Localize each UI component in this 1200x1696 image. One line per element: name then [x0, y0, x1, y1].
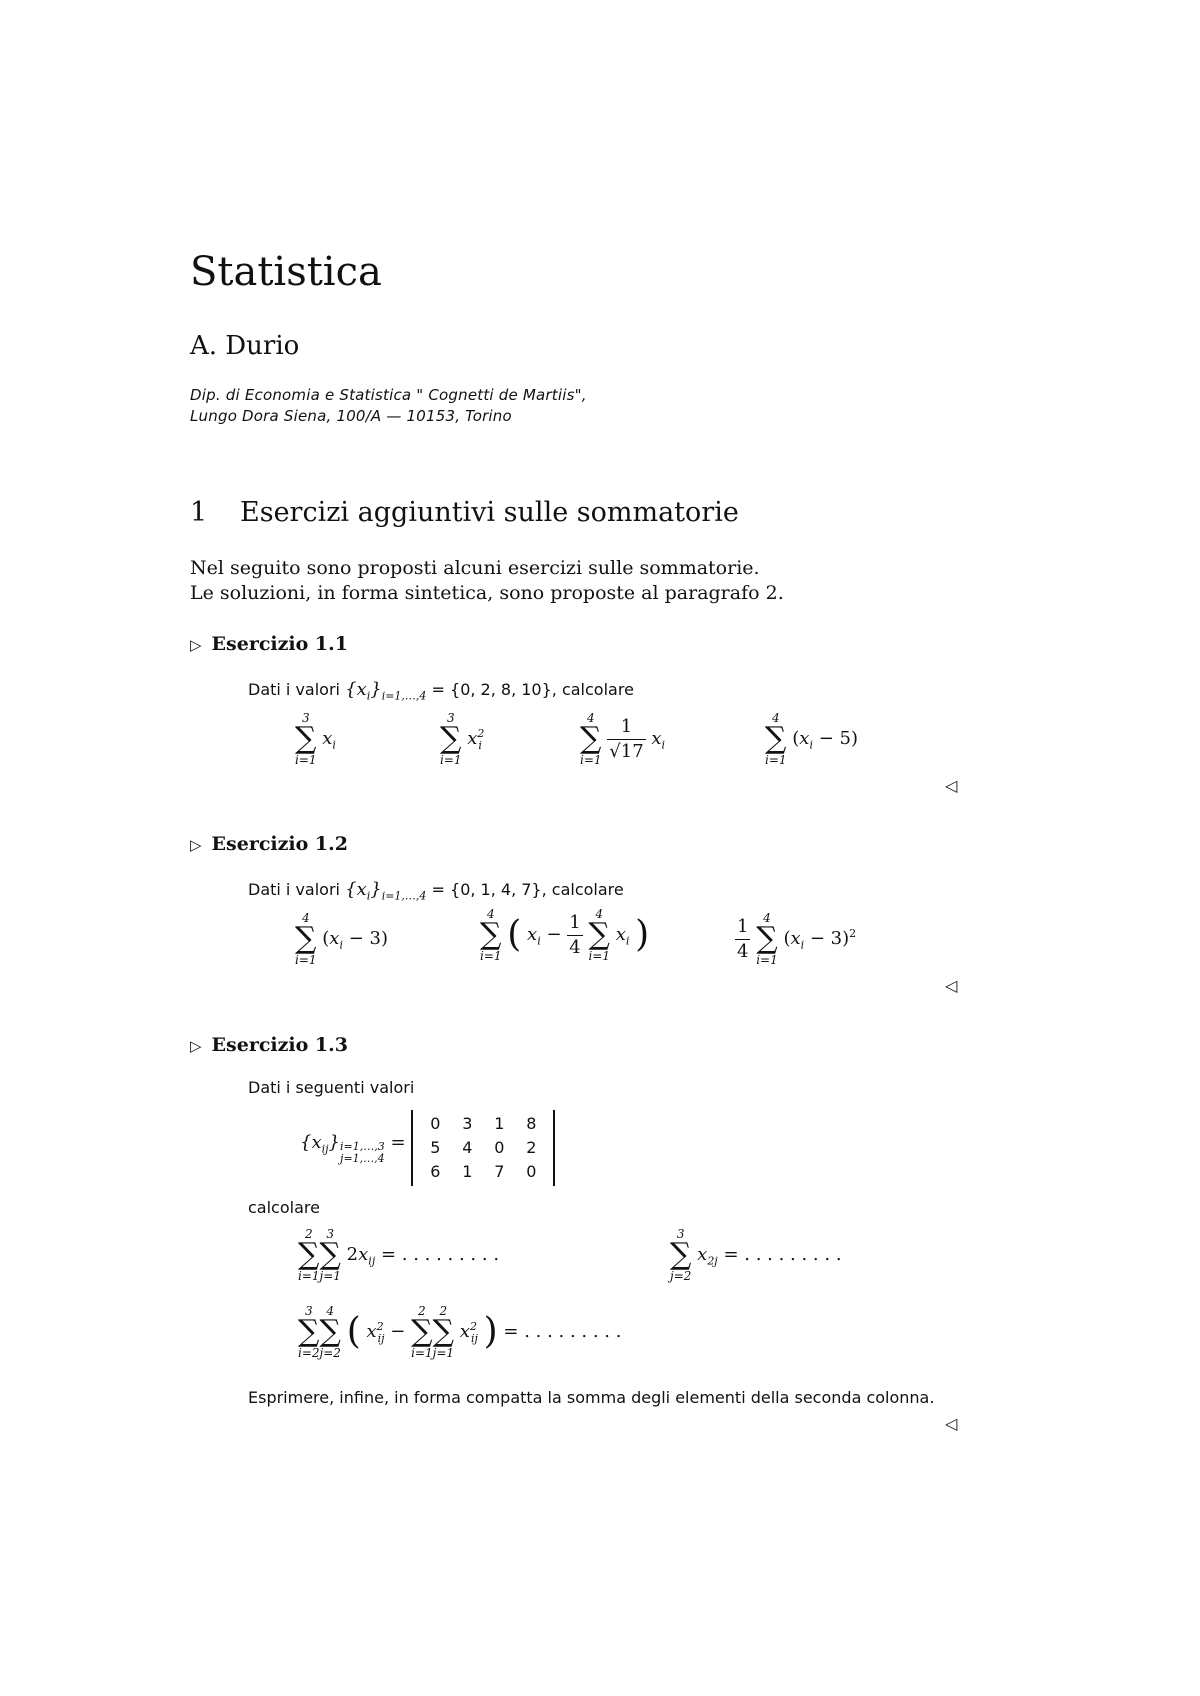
intro-line-2: Le soluzioni, in forma sintetica, sono proposte al paragrafo 2. [190, 582, 784, 604]
exercise-label: Esercizio 1.3 [211, 1034, 348, 1056]
matrix-cell: 6 [430, 1162, 441, 1181]
prompt-variable: $\{x_i\}_{i=1,\dots,4}$ [345, 879, 427, 903]
formula-sum-x2j: 3 ∑ j=2 $x_{2j}$ = . . . . . . . . . [670, 1227, 842, 1283]
prompt-set: = {0, 2, 8, 10}, calcolare [431, 680, 634, 699]
triangle-right-icon: ▷ [190, 636, 202, 654]
end-mark-icon: ◁ [945, 976, 958, 995]
document-title: Statistica [190, 249, 382, 295]
author-name: A. Durio [190, 331, 300, 361]
formula-double-sum-2x: 2 ∑ i=1 3 ∑ j=1 $2x_{ij}$ = . . . . . . . . . [298, 1227, 500, 1283]
exercise-label: Esercizio 1.1 [211, 633, 348, 655]
section-heading [190, 496, 739, 530]
end-mark-icon: ◁ [945, 1414, 958, 1433]
end-mark-icon: ◁ [945, 776, 958, 795]
formula-sum-minus-3: 4 ∑ i=1 $(x_i - 3)$ [295, 911, 388, 967]
exercise-1-2-prompt [248, 878, 624, 909]
matrix-cell: 1 [462, 1162, 473, 1181]
formula-sum-x: 3 ∑ i=1 $x_i$ [295, 711, 336, 767]
triangle-right-icon: ▷ [190, 836, 202, 854]
formula-nested-sum: 3 ∑ i=2 4 ∑ j=2 ( $x^2_{ij}$ − 2 ∑ i=1 2 ∑ j=1 $x^2_{ij}$ ) = . . . . . . . . . [298, 1304, 622, 1360]
matrix-variable: $\{x_{ij}\}i=1,\dots,3$ j=1,…,4 = [300, 1132, 406, 1165]
matrix-row [419, 1160, 547, 1184]
calc-label: calcolare [248, 1198, 320, 1217]
triangle-right-icon: ▷ [190, 1037, 202, 1055]
formula-sum-fraction: 4 ∑ i=1 $\frac{1}{√17}$ $x_i$ [580, 711, 666, 767]
formula-sum-x-squared: 3 ∑ i=1 $x^2_i$ [440, 711, 485, 767]
affiliation-line-2: Lungo Dora Siena, 100/A — 10153, Torino [190, 407, 512, 425]
matrix-row [419, 1136, 547, 1160]
matrix-row [419, 1112, 547, 1136]
exercise-1-1-heading [190, 632, 348, 657]
exercise-1-3-final: Esprimere, infine, in forma compatta la somma degli elementi della seconda colonna. [248, 1388, 935, 1407]
prompt-lead: Dati i valori [248, 880, 340, 899]
matrix-cell: 8 [526, 1114, 537, 1133]
matrix-definition [300, 1110, 555, 1186]
matrix-cell: 0 [526, 1162, 537, 1181]
exercise-1-1-prompt [248, 678, 634, 709]
exercise-1-2-heading [190, 832, 348, 857]
matrix-cell: 2 [526, 1138, 537, 1157]
intro-line-1: Nel seguito sono proposti alcuni esercizi sulle sommatorie. [190, 557, 760, 579]
matrix-cell: 3 [462, 1114, 473, 1133]
matrix-cell: 0 [430, 1114, 441, 1133]
formula-sum-minus-5: 4 ∑ i=1 $(x_i - 5)$ [765, 711, 858, 767]
value-matrix [411, 1110, 555, 1186]
prompt-lead: Dati i valori [248, 680, 340, 699]
formula-variance: $\frac{1}{4}$ 4 ∑ i=1 $(x_i - 3)^2$ [737, 911, 857, 967]
answer-dots: . . . . . . . . . [524, 1321, 622, 1342]
answer-dots: . . . . . . . . . [744, 1244, 842, 1265]
matrix-cell: 4 [462, 1138, 473, 1157]
formula-deviation-mean: 4 ∑ i=1 ( $x_i$ − $\frac{1}{4}$ 4 ∑ i=1 $x_i$ ) [480, 907, 650, 963]
section-number: 1 [190, 497, 208, 528]
prompt-variable: $\{x_i\}_{i=1,\dots,4}$ [345, 679, 427, 703]
exercise-1-3-prompt: Dati i seguenti valori [248, 1078, 415, 1097]
affiliation-line-1: Dip. di Economia e Statistica " Cognetti de Martiis", [190, 386, 587, 404]
exercise-label: Esercizio 1.2 [211, 833, 348, 855]
matrix-cell: 1 [494, 1114, 505, 1133]
exercise-1-3-heading [190, 1033, 348, 1058]
matrix-cell: 0 [494, 1138, 505, 1157]
answer-dots: . . . . . . . . . [401, 1244, 500, 1265]
prompt-set: = {0, 1, 4, 7}, calcolare [431, 880, 624, 899]
matrix-cell: 7 [494, 1162, 505, 1181]
section-title: Esercizi aggiuntivi sulle sommatorie [240, 497, 739, 528]
matrix-cell: 5 [430, 1138, 441, 1157]
